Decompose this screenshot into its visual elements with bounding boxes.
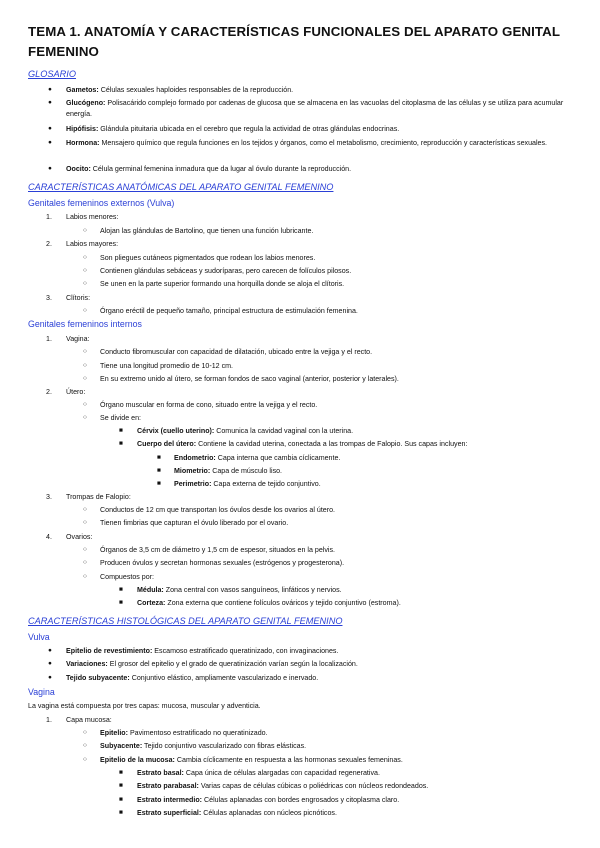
list-item: Ovarios:	[66, 533, 93, 541]
list-item: Médula: Zona central con vasos sanguíneos, linfáticos y nervios.	[137, 586, 342, 594]
list-item: Cérvix (cuello uterino): Comunica la cavidad vaginal con la uterina.	[137, 427, 354, 435]
list-item: Epitelio: Pavimentoso estratificado no queratinizado.	[100, 729, 268, 737]
bullet-circle: ○	[83, 362, 87, 369]
list-item: Producen óvulos y secretan hormonas sexuales (estrógenos y progesterona).	[100, 559, 345, 567]
list-item: Estrato parabasal: Varias capas de células cúbicas o poliédricas con núcleos redondeados.	[137, 782, 429, 790]
paragraph: La vagina está compuesta por tres capas: mucosa, muscular y adventicia.	[28, 702, 261, 710]
list-item: Alojan las glándulas de Bartolino, que tienen una función lubricante.	[100, 227, 314, 235]
bullet-circle: ○	[83, 254, 87, 261]
list-item: Labios menores:	[66, 213, 119, 221]
bullet-circle: ○	[83, 414, 87, 421]
list-number: 3.	[46, 493, 52, 501]
bullet-square: ■	[119, 796, 123, 803]
bullet-circle: ○	[83, 756, 87, 763]
subsection-heading-vulva: Vulva	[28, 632, 50, 642]
list-item: Clítoris:	[66, 294, 91, 302]
list-item: Capa mucosa:	[66, 716, 112, 724]
list-number: 1.	[46, 716, 52, 724]
list-number: 1.	[46, 335, 52, 343]
glossary-item: Glucógeno: Polisacárido complejo formado por cadenas de glucosa que se almacena en las vacuolas del citoplasma de las células y se utiliza para acumular energía.	[66, 99, 564, 118]
bullet-circle: ○	[83, 375, 87, 382]
bullet-square: ■	[119, 782, 123, 789]
list-item: En su extremo unido al útero, se forman fondos de saco vaginal (anterior, posterior y laterales).	[100, 375, 399, 383]
section-heading-anatomicas: CARACTERÍSTICAS ANATÓMICAS DEL APARATO GENITAL FEMENINO	[28, 182, 334, 192]
bullet-circle: ○	[83, 573, 87, 580]
bullet-circle: ○	[83, 401, 87, 408]
bullet-circle: ○	[83, 348, 87, 355]
bullet-square: ■	[119, 769, 123, 776]
bullet-dot: ●	[48, 99, 52, 106]
glossary-item: Gametos: Células sexuales haploides responsables de la reproducción.	[66, 86, 294, 94]
list-number: 2.	[46, 240, 52, 248]
list-number: 4.	[46, 533, 52, 541]
bullet-circle: ○	[83, 280, 87, 287]
bullet-square: ■	[119, 440, 123, 447]
list-item: Órganos de 3,5 cm de diámetro y 1,5 cm de espesor, situados en la pelvis.	[100, 546, 336, 554]
list-item: Corteza: Zona externa que contiene folículos ováricos y tejido conjuntivo (estroma).	[137, 599, 401, 607]
list-item: Tejido subyacente: Conjuntivo elástico, ampliamente vascularizado e inervado.	[66, 674, 319, 682]
glossary-item: Hormona: Mensajero químico que regula funciones en los tejidos y órganos, como el metabolismo, crecimiento, reproducción y características sexuales.	[66, 139, 548, 147]
subsection-heading-vagina: Vagina	[28, 687, 55, 697]
bullet-circle: ○	[83, 506, 87, 513]
list-item: Se unen en la parte superior formando una horquilla donde se aloja el clítoris.	[100, 280, 345, 288]
bullet-circle: ○	[83, 227, 87, 234]
bullet-circle: ○	[83, 729, 87, 736]
list-item: Epitelio de revestimiento: Escamoso estratificado queratinizado, con invaginaciones.	[66, 647, 339, 655]
list-item: Vagina:	[66, 335, 90, 343]
bullet-circle: ○	[83, 546, 87, 553]
list-item: Conductos de 12 cm que transportan los óvulos desde los ovarios al útero.	[100, 506, 336, 514]
bullet-circle: ○	[83, 519, 87, 526]
glossary-item: Oocito: Célula germinal femenina inmadura que da lugar al óvulo durante la reproducción.	[66, 165, 352, 173]
bullet-dot: ●	[48, 86, 52, 93]
subsection-heading-externos: Genitales femeninos externos (Vulva)	[28, 198, 175, 208]
bullet-dot: ●	[48, 660, 52, 667]
list-number: 2.	[46, 388, 52, 396]
bullet-square: ■	[119, 586, 123, 593]
bullet-circle: ○	[83, 267, 87, 274]
bullet-square: ■	[119, 427, 123, 434]
list-item: Cuerpo del útero: Contiene la cavidad uterina, conectada a las trompas de Falopio. Sus capas incluyen:	[137, 440, 468, 448]
bullet-square: ■	[157, 467, 161, 474]
bullet-dot: ●	[48, 647, 52, 654]
list-item: Subyacente: Tejido conjuntivo vascularizado con fibras elásticas.	[100, 742, 307, 750]
list-item: Epitelio de la mucosa: Cambia cíclicamente en respuesta a las hormonas sexuales femeninas.	[100, 756, 403, 764]
list-item: Perimetrio: Capa externa de tejido conjuntivo.	[174, 480, 321, 488]
list-item: Son pliegues cutáneos pigmentados que rodean los labios menores.	[100, 254, 316, 262]
list-item: Estrato superficial: Células aplanadas con núcleos picnóticos.	[137, 809, 337, 817]
list-item: Trompas de Falopio:	[66, 493, 131, 501]
list-item: Útero:	[66, 388, 86, 396]
list-number: 3.	[46, 294, 52, 302]
bullet-square: ■	[119, 809, 123, 816]
list-item: Conducto fibromuscular con capacidad de dilatación, ubicado entre la vejiga y el recto.	[100, 348, 373, 356]
page-title: TEMA 1. ANATOMÍA Y CARACTERÍSTICAS FUNCIONALES DEL APARATO GENITAL FEMENINO	[28, 24, 560, 59]
section-heading-histologicas: CARACTERÍSTICAS HISTOLÓGICAS DEL APARATO GENITAL FEMENINO	[28, 616, 343, 626]
list-item: Órgano eréctil de pequeño tamaño, principal estructura de estimulación femenina.	[100, 307, 358, 315]
bullet-dot: ●	[48, 139, 52, 146]
list-item: Tienen fimbrias que capturan el óvulo liberado por el ovario.	[100, 519, 289, 527]
bullet-dot: ●	[48, 125, 52, 132]
list-item: Miometrio: Capa de músculo liso.	[174, 467, 283, 475]
subsection-heading-internos: Genitales femeninos internos	[28, 319, 142, 329]
bullet-dot: ●	[48, 165, 52, 172]
list-item: Órgano muscular en forma de cono, situado entre la vejiga y el recto.	[100, 401, 318, 409]
section-heading-glosario: GLOSARIO	[28, 69, 76, 79]
list-item: Se divide en:	[100, 414, 142, 422]
bullet-circle: ○	[83, 307, 87, 314]
list-item: Endometrio: Capa interna que cambia cíclicamente.	[174, 454, 341, 462]
list-item: Variaciones: El grosor del epitelio y el grado de queratinización varían según la localización.	[66, 660, 358, 668]
list-number: 1.	[46, 213, 52, 221]
glossary-item: Hipófisis: Glándula pituitaria ubicada en el cerebro que regula la actividad de otras glándulas endocrinas.	[66, 125, 400, 133]
bullet-dot: ●	[48, 674, 52, 681]
bullet-circle: ○	[83, 559, 87, 566]
list-item: Estrato basal: Capa única de células alargadas con capacidad regenerativa.	[137, 769, 380, 777]
bullet-square: ■	[119, 599, 123, 606]
bullet-square: ■	[157, 480, 161, 487]
list-item: Tiene una longitud promedio de 10-12 cm.	[100, 362, 234, 370]
list-item: Contienen glándulas sebáceas y sudoríparas, pero carecen de folículos pilosos.	[100, 267, 352, 275]
list-item: Compuestos por:	[100, 573, 155, 581]
bullet-circle: ○	[83, 742, 87, 749]
list-item: Estrato intermedio: Células aplanadas con bordes engrosados y citoplasma claro.	[137, 796, 400, 804]
bullet-square: ■	[157, 454, 161, 461]
list-item: Labios mayores:	[66, 240, 119, 248]
